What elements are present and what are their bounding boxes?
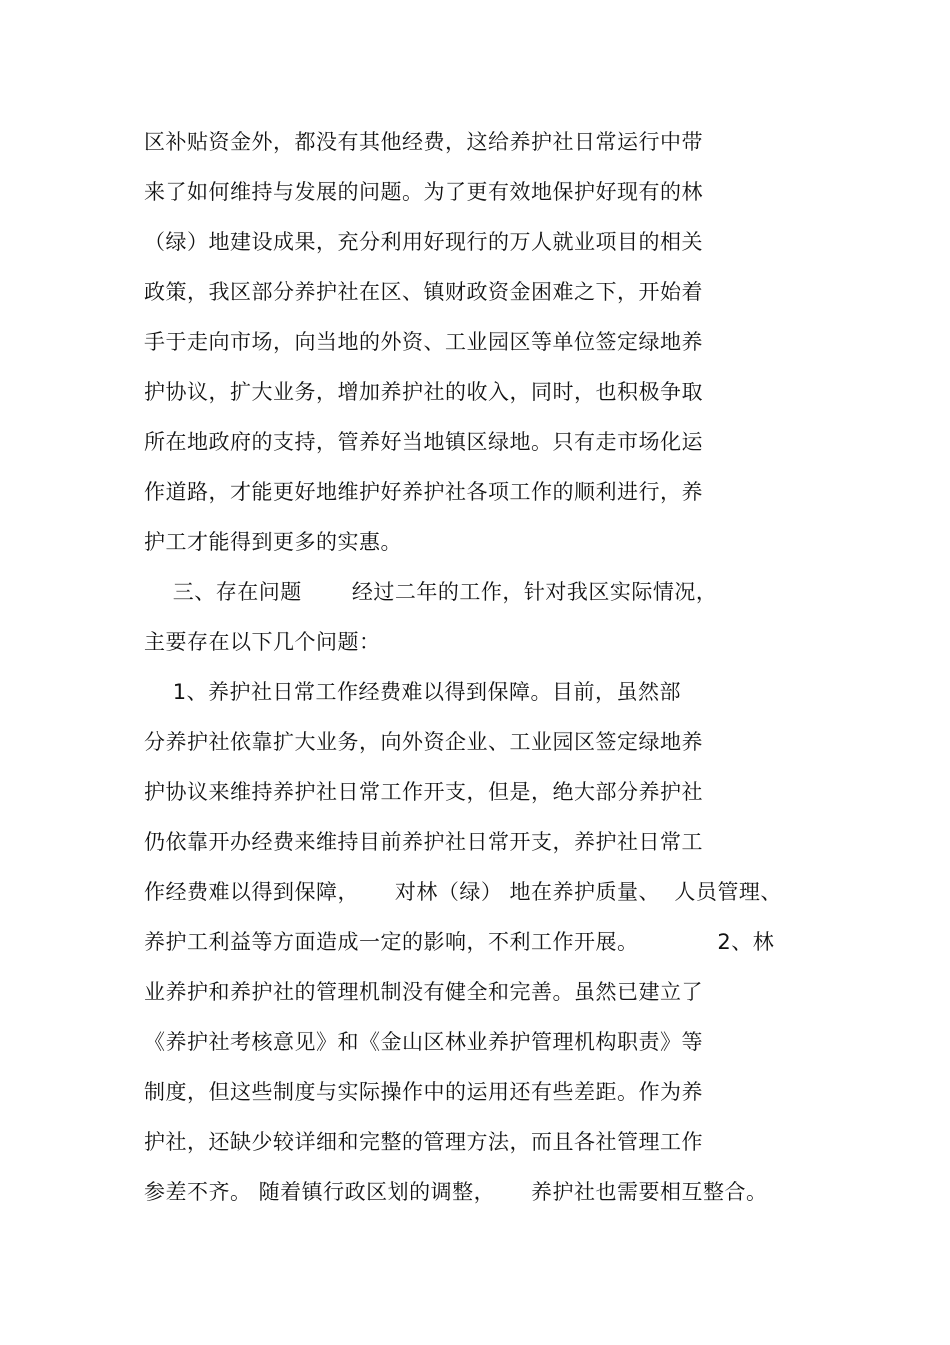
text-line: 分养护社依靠扩大业务，向外资企业、工业园区签定绿地养 — [144, 730, 703, 754]
text-line: 业养护和养护社的管理机制没有健全和完善。虽然已建立了 — [144, 980, 703, 1004]
text-line: 作道路，才能更好地维护好养护社各项工作的顺利进行，养 — [144, 480, 703, 504]
text-line: 参差不齐。 随着镇行政区划的调整， 养护社也需要相互整合。 — [144, 1180, 768, 1204]
text-line: 区补贴资金外，都没有其他经费，这给养护社日常运行中带 — [144, 130, 703, 154]
text-line: 手于走向市场，向当地的外资、工业园区等单位签定绿地养 — [144, 330, 703, 354]
text-line: 来了如何维持与发展的问题。为了更有效地保护好现有的林 — [144, 180, 703, 204]
text-line: 护协议，扩大业务，增加养护社的收入，同时，也积极争取 — [144, 380, 703, 404]
text-line: 1、养护社日常工作经费难以得到保障。目前，虽然部 — [144, 680, 682, 704]
text-line: （绿）地建设成果，充分利用好现行的万人就业项目的相关 — [144, 230, 703, 254]
text-line: 仍依靠开办经费来维持目前养护社日常开支，养护社日常工 — [144, 830, 703, 854]
text-line: 护工才能得到更多的实惠。 — [144, 530, 402, 554]
text-line: 政策，我区部分养护社在区、镇财政资金困难之下，开始着 — [144, 280, 703, 304]
section-heading-line: 三、存在问题 经过二年的工作，针对我区实际情况， — [144, 580, 718, 604]
text-line: 养护工利益等方面造成一定的影响，不利工作开展。 2、林 — [144, 930, 775, 954]
text-line: 作经费难以得到保障， 对林（绿） 地在养护质量、 人员管理、 — [144, 880, 782, 904]
text-line: 护协议来维持养护社日常工作开支，但是，绝大部分养护社 — [144, 780, 703, 804]
text-line: 主要存在以下几个问题： — [144, 630, 381, 654]
text-line: 所在地政府的支持，管养好当地镇区绿地。只有走市场化运 — [144, 430, 703, 454]
text-line: 《养护社考核意见》和《金山区林业养护管理机构职责》等 — [144, 1030, 703, 1054]
text-line: 制度，但这些制度与实际操作中的运用还有些差距。作为养 — [144, 1080, 703, 1104]
text-line: 护社，还缺少较详细和完整的管理方法，而且各社管理工作 — [144, 1130, 703, 1154]
